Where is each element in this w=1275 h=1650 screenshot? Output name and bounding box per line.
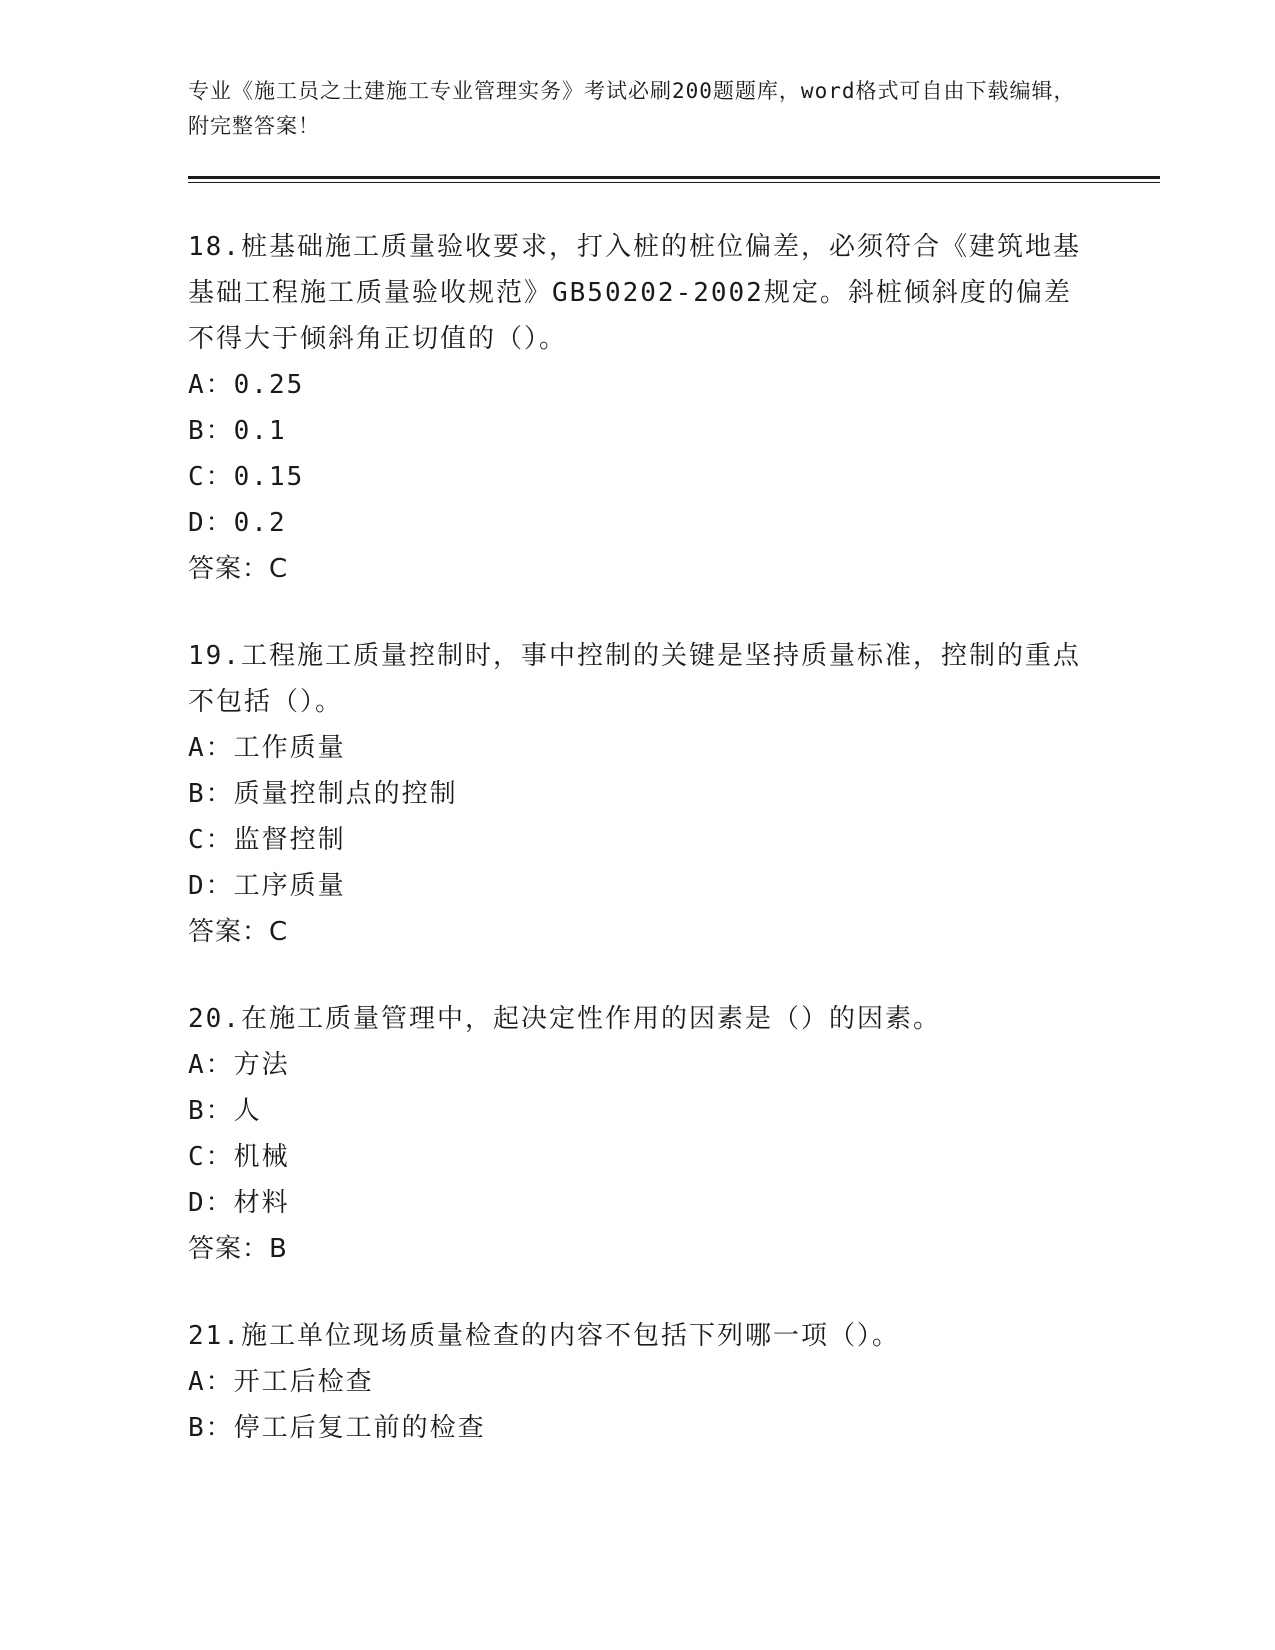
answer-line: 答案：B xyxy=(188,1234,288,1264)
answer-line: 答案：C xyxy=(188,554,289,584)
option-b: B：质量控制点的控制 xyxy=(188,779,458,809)
question-19 xyxy=(188,633,1088,955)
question-stem: 19.工程施工质量控制时，事中控制的关键是坚持质量标准，控制的重点不包括（）。 xyxy=(188,641,1081,717)
document-header-title: 专业《施工员之土建施工专业管理实务》考试必刷200题题库，word格式可自由下载编辑，附完整答案！ xyxy=(188,79,1076,138)
question-20 xyxy=(188,996,1088,1272)
question-18 xyxy=(188,224,1088,592)
option-a: A：工作质量 xyxy=(188,733,346,763)
answer-line: 答案：C xyxy=(188,917,289,947)
option-b: B：停工后复工前的检查 xyxy=(188,1413,486,1443)
option-d: D：工序质量 xyxy=(188,871,346,901)
option-b: B：人 xyxy=(188,1096,262,1126)
question-21 xyxy=(188,1313,1088,1451)
option-a: A：方法 xyxy=(188,1050,290,1080)
option-c: C：监督控制 xyxy=(188,825,346,855)
option-b: B：0.1 xyxy=(188,416,287,446)
header-divider-thick xyxy=(188,176,1160,179)
question-stem: 18.桩基础施工质量验收要求，打入桩的桩位偏差，必须符合《建筑地基基础工程施工质量验收规范》GB50202-2002规定。斜桩倾斜度的偏差不得大于倾斜角正切值的（）。 xyxy=(188,232,1081,354)
option-c: C：机械 xyxy=(188,1142,290,1172)
question-stem: 20.在施工质量管理中，起决定性作用的因素是（）的因素。 xyxy=(188,1004,941,1034)
header-divider-thin xyxy=(188,182,1160,183)
option-c: C：0.15 xyxy=(188,462,305,492)
question-stem: 21.施工单位现场质量检查的内容不包括下列哪一项（）。 xyxy=(188,1321,900,1351)
option-a: A：开工后检查 xyxy=(188,1367,374,1397)
option-d: D：0.2 xyxy=(188,508,287,538)
option-a: A：0.25 xyxy=(188,370,305,400)
option-d: D：材料 xyxy=(188,1188,290,1218)
